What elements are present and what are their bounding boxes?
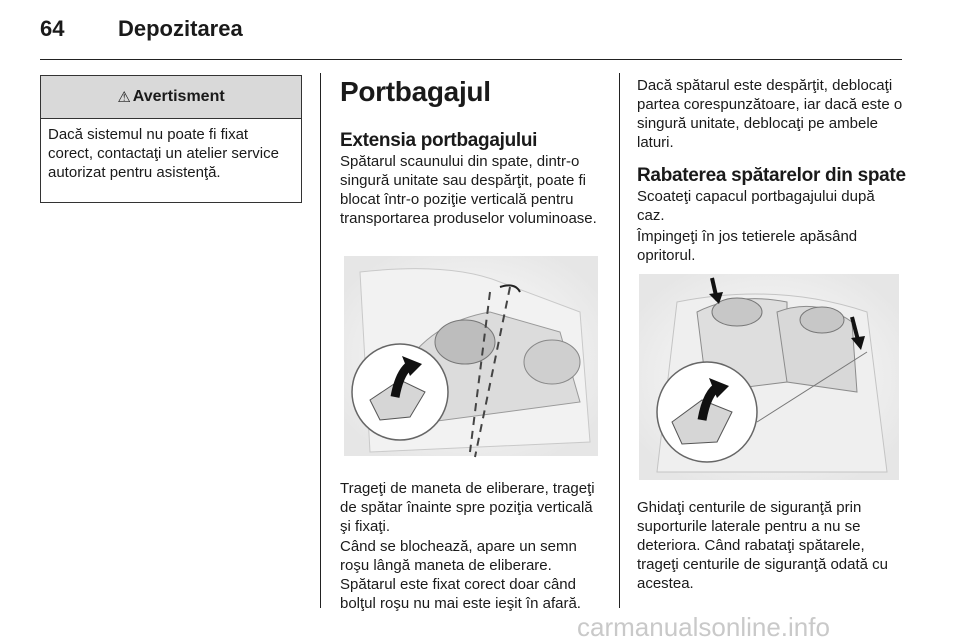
warning-box <box>40 75 302 203</box>
warning-title: Avertisment <box>132 88 225 105</box>
warning-triangle-icon: ⚠ <box>117 89 131 106</box>
warning-header <box>41 76 301 119</box>
section-heading: Portbagajul <box>340 76 491 107</box>
fold-seatbacks-illustration <box>637 272 901 482</box>
paragraph: Când se blochează, apare un semn roşu lângă maneta de eliberare. Spătarul este fixat corect doar când bolţul roşu nu mai este ieşit în afară. <box>340 538 581 612</box>
paragraph: Împingeţi în jos tetierele apăsând opritorul. <box>637 228 858 264</box>
trunk-extension-illustration <box>340 252 602 460</box>
paragraph: Ghidaţi centurile de siguranţă prin suporturile laterale pentru a nu se deteriora. Când rabataţi spătarele, trageţi centurile de siguranţă odată cu acestea. <box>637 499 888 592</box>
paragraph: Spătarul scaunului din spate, dintr-o singură unitate sau despărţit, poate fi blocat într-o poziţie verticală pentru transportarea produselor voluminoase. <box>340 153 597 227</box>
watermark: carmanualsonline.info <box>577 612 830 642</box>
subsection-heading: Extensia portbagajului <box>340 130 538 151</box>
header-rule <box>40 59 902 60</box>
paragraph: Scoateţi capacul portbagajului după caz. <box>637 188 875 224</box>
page-number: 64 <box>40 16 65 41</box>
paragraph: Trageţi de maneta de eliberare, trageţi de spătar înainte spre poziţia verticală şi fixaţi. <box>340 480 595 535</box>
column-divider-2 <box>619 73 620 608</box>
warning-text: Dacă sistemul nu poate fi fixat corect, contactaţi un atelier service autorizat pentru asistenţă. <box>48 126 279 181</box>
column-divider-1 <box>320 73 321 608</box>
paragraph: Dacă spătarul este despărţit, deblocaţi partea corespunzătoare, iar dacă este o singură unitate, deblocaţi pe ambele laturi. <box>637 77 903 151</box>
subsection-heading: Rabaterea spătarelor din spate <box>637 165 906 186</box>
page-title: Depozitarea <box>118 16 243 41</box>
